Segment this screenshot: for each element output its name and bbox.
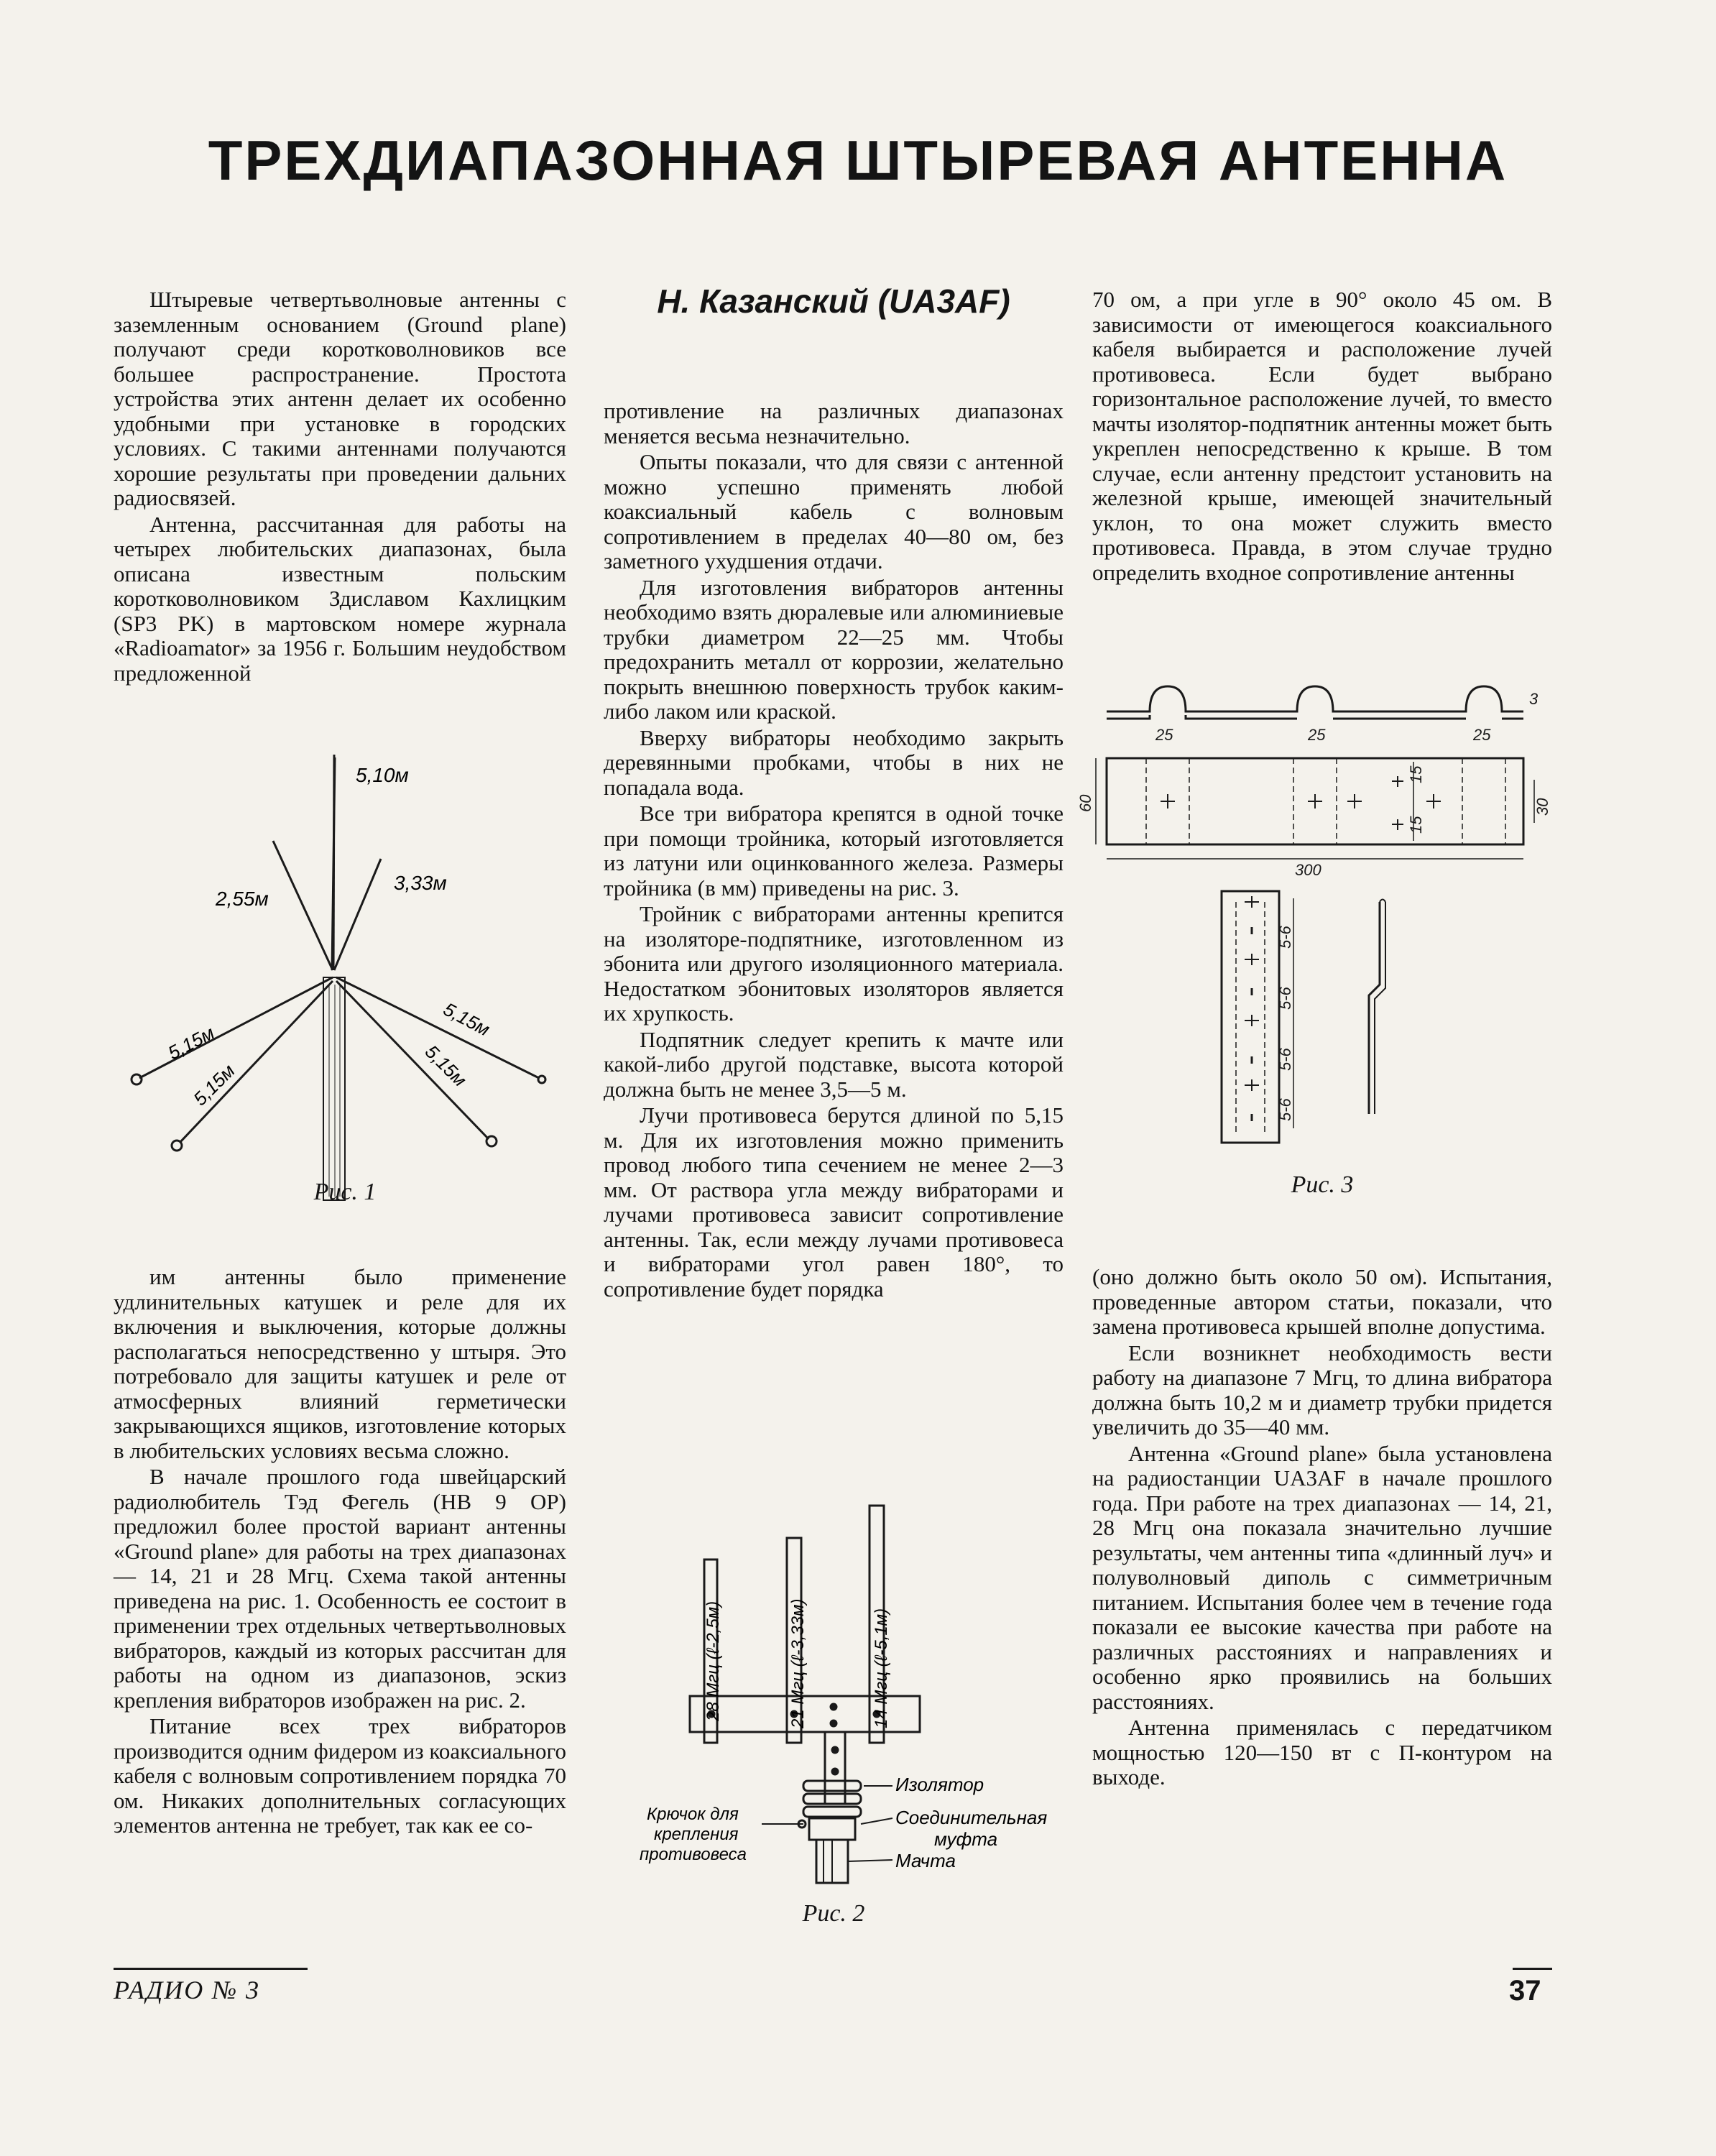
fig3-dim-15: 15 <box>1407 765 1425 783</box>
figure-1-caption: Рис. 1 <box>313 1179 377 1205</box>
fig2-label-28mhz: 28 Мгц (ℓ-2,5м) <box>704 1600 723 1721</box>
paragraph: противление на различных диапазонах меняется весьма незначительно. <box>604 398 1064 448</box>
page-number: 37 <box>1509 1975 1541 2007</box>
fig1-label-top: 5,10м <box>356 764 409 786</box>
fig3-dim-5-6: 5-6 <box>1276 1098 1294 1121</box>
figure-3-tee-dimensions <box>1076 683 1552 1171</box>
paragraph: Опыты показали, что для связи с антенной можно успешно применять любой коаксиальный кабель с волновым сопротивлением в пределах 40—80 ом, без заметного ухудшения отдачи. <box>604 449 1064 573</box>
paragraph: Для изготовления вибраторов антенны необходимо взять дюралевые или алюминиевые трубки диаметром 22—25 мм. Чтобы предохранить металл от коррозии, желательно покрыть внешнюю поверхность трубок каким-либо лаком или краской. <box>604 574 1064 724</box>
figure-2-caption: Рис. 2 <box>802 1900 865 1927</box>
paragraph: Штыревые четвертьволновые антенны с заземленным основанием (Ground plane) получают среди коротковолновиков все большее распространение. Простота устройства этих антенн делает их особенно удобными при установке в городских условиях. С такими антеннами получаются хорошие результаты при проведении дальних радиосвязей. <box>114 287 566 510</box>
fig3-dim-3: 3 <box>1529 690 1539 708</box>
paragraph: Питание всех трех вибраторов производится одним фидером из коаксиального кабеля с волновым сопротивлением порядка 70 ом. Никаких дополнительных согласующих элементов антенна не требует, так как ее со- <box>114 1713 566 1838</box>
figure-2-mounting-diagram <box>632 1480 1064 1883</box>
paragraph: Если возникнет необходимость вести работу на диапазоне 7 Мгц, то длина вибратора должна быть 10,2 м и диаметр трубки придется увеличить до 35—40 мм. <box>1092 1340 1552 1439</box>
figure-1-antenna-diagram <box>108 733 568 1207</box>
column-2 <box>604 399 1064 1302</box>
magazine-name: РАДИО № 3 <box>114 1976 261 2004</box>
fig1-label-right: 3,33м <box>394 872 447 894</box>
fig2-label-coupling: муфта <box>934 1828 998 1850</box>
paragraph: 70 ом, а при угле в 90° около 45 ом. В зависимости от имеющегося коаксиального кабеля выбирается и расположение лучей противовеса. Если будет выбрано горизонтальное расположение лучей, то вместо мачты изолятор-подпятник антенны может быть укреплен непосредственно к крыше. В том случае, если антенну предстоит установить на железной крыше, имеющей значительный уклон, то она может служить вместо противовеса. Правда, в этом случае трудно определить входное сопротивление антенны <box>1092 287 1552 585</box>
paragraph: Тройник с вибраторами антенны крепится на изоляторе-подпятнике, изготовленном из эбонита или другого изоляционного материала. Недостатком эбонитовых изоляторов является их хрупкость. <box>604 901 1064 1026</box>
column-1-top <box>114 287 566 686</box>
article-title: ТРЕХДИАПАЗОННАЯ ШТЫРЕВАЯ АНТЕННА <box>208 129 1508 192</box>
fig3-dim-300: 300 <box>1295 861 1321 879</box>
paragraph: Подпятник следует крепить к мачте или какой-либо другой подставке, высота которой должна быть не менее 3,5—5 м. <box>604 1026 1064 1102</box>
figure-3-caption: Рис. 3 <box>1291 1171 1354 1198</box>
paragraph: Антенна применялась с передатчиком мощностью 120—150 вт с П-контуром на выходе. <box>1092 1715 1552 1789</box>
paragraph: Лучи противовеса берутся длиной по 5,15 м. Для их изготовления можно применить провод любого типа сечением не менее 2—3 мм. От раствора угла между вибраторами и лучами противовеса зависит сопротивление антенны. Так, если между лучами противовеса и вибраторами угол равен 180°, то сопротивление будет порядка <box>604 1102 1064 1302</box>
paragraph: (оно должно быть около 50 ом). Испытания, проведенные автором статьи, показали, что замена противовеса крышей вполне допустима. <box>1092 1264 1552 1339</box>
fig2-label-hook: крепления <box>654 1825 739 1844</box>
column-3-bottom <box>1092 1265 1552 1790</box>
fig2-label-hook: противовеса <box>640 1845 747 1864</box>
paragraph: Антенна, рассчитанная для работы на четырех любительских диапазонах, была описана известным польским коротковолновиком Здиславом Кахлицким (SP3 PK) в мартовском номере журнала «Radioamator» за 1956 г. Большим неудобством предложенной <box>114 511 566 686</box>
fig2-label-14mhz: 14 Мгц (ℓ-5,1м) <box>872 1608 891 1728</box>
paragraph: Все три вибратора крепятся в одной точке при помощи тройника, который изготовляется из латуни или оцинкованного железа. Размеры тройника (в мм) приведены на рис. 3. <box>604 801 1064 900</box>
fig3-dim-60: 60 <box>1076 794 1094 812</box>
fig1-label-radial: 5,15м <box>164 1021 218 1064</box>
paragraph: Вверху вибраторы необходимо закрыть деревянными пробками, чтобы в них не попадала вода. <box>604 724 1064 800</box>
fig2-label-coupling: Соединительная <box>895 1807 1048 1828</box>
paragraph: Антенна «Ground plane» была установлена на радиостанции UA3AF в начале прошлого года. При работе на трех диапазонах — 14, 21, 28 Мгц она показала значительно лучшие результаты, чем антенны типа «длинный луч» и полуволновый диполь с симметричным питанием. Испытания более чем в течение года показали ее высокие качества при работе на различных расстояниях и направлениях и особенно ярко проявились на больших расстояниях. <box>1092 1440 1552 1714</box>
footer-rule-right <box>1513 1968 1552 1970</box>
fig3-dim-30: 30 <box>1533 798 1551 816</box>
fig1-label-radial: 5,15м <box>420 1041 471 1091</box>
fig3-dim-25: 25 <box>1308 726 1326 744</box>
author-name: Н. Казанский (UA3AF) <box>657 282 1010 320</box>
column-3-top <box>1092 287 1552 585</box>
fig3-dim-5-6: 5-6 <box>1276 987 1294 1010</box>
fig3-dim-25: 25 <box>1155 726 1173 744</box>
fig1-label-radial: 5,15м <box>440 998 494 1041</box>
fig3-dim-5-6: 5-6 <box>1276 926 1294 949</box>
fig2-label-21mhz: 21 Мгц (ℓ-3,33м) <box>788 1598 808 1728</box>
fig2-label-insulator: Изолятор <box>895 1774 984 1795</box>
column-1-bottom <box>114 1265 566 1838</box>
fig2-label-mast: Мачта <box>895 1850 956 1871</box>
fig3-dim-15: 15 <box>1407 816 1425 834</box>
footer-rule-left <box>114 1968 308 1970</box>
fig1-label-radial: 5,15м <box>189 1059 239 1110</box>
paragraph: В начале прошлого года швейцарский радиолюбитель Тэд Фегель (HB 9 OP) предложил более простой вариант антенны «Ground plane» для работы на трех диапазонах — 14, 21 и 28 Мгц. Схема такой антенны приведена на рис. 1. Особенность ее состоит в применении трех отдельных четвертьволновых вибраторов, каждый из которых рассчитан для работы на одном из диапазонов, эскиз крепления вибраторов изображен на рис. 2. <box>114 1464 566 1713</box>
fig2-label-hook: Крючок для <box>647 1805 739 1824</box>
paragraph: им антенны было применение удлинительных катушек и реле для их включения и выключения, которые должны располагаться непосредственно у штыря. Это потребовало для защиты катушек и реле от атмосферных влияний герметически закрывающихся ящиков, изготовление которых в любительских условиях весьма сложно. <box>114 1264 566 1463</box>
fig3-dim-5-6: 5-6 <box>1276 1048 1294 1071</box>
fig1-label-left: 2,55м <box>216 888 269 910</box>
fig3-dim-25: 25 <box>1473 726 1491 744</box>
